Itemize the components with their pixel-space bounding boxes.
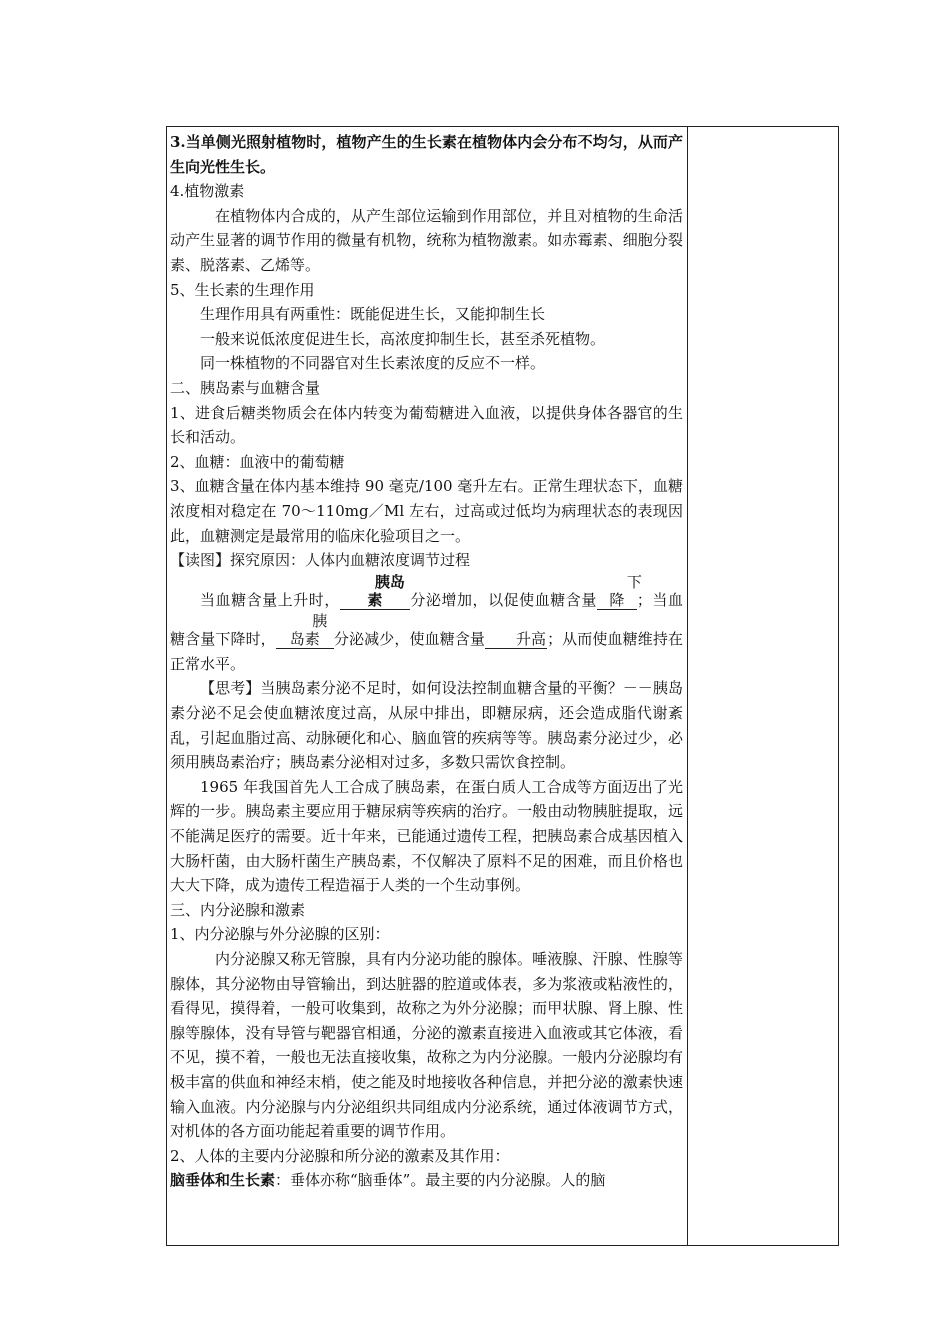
answer-blank-2: 下降 — [597, 573, 637, 610]
reading-text-4: 分泌减少，使血糖含量 — [333, 630, 486, 649]
section-2-heading: 二、胰岛素与血糖含量 — [170, 378, 321, 397]
reading-text-2: 分泌增加，以促使血糖含量 — [409, 590, 597, 609]
point-3-phototropism: 3.当单侧光照射植物时，植物产生的生长素在植物体内会分布不均匀，从而产生向光性生长。 — [170, 133, 683, 176]
auxin-organs: 同一株植物的不同器官对生长素浓度的反应不一样。 — [200, 354, 546, 373]
answer-blank-3: 胰岛素 — [276, 612, 334, 649]
section-3-heading: 三、内分泌腺和激素 — [170, 900, 306, 919]
lesson-text — [167, 127, 687, 1193]
thinking-paragraph: 【思考】当胰岛素分泌不足时，如何设法控制血糖含量的平衡？－－胰岛素分泌不足会使血糖浓度过高，从尿中排出，即糖尿病，还会造成脂代谢紊乱，引起血脂过高、动脉硬化和心、脑血管的疾病等等。胰岛素分泌过少，必须用胰岛素治疗；胰岛素分泌相对过多，多数只需饮食控制。 — [170, 679, 683, 772]
pituitary-term: 脑垂体和生长素 — [170, 1171, 276, 1190]
auxin-concentration: 一般来说低浓度促进生长，高浓度抑制生长，甚至杀死植物。 — [200, 329, 606, 348]
point-4-heading: 4.植物激素 — [170, 182, 245, 201]
reading-heading: 【读图】探究原因：人体内血糖浓度调节过程 — [170, 551, 471, 570]
gland-difference: 内分泌腺又称无管腺，具有内分泌功能的腺体。唾液腺、汗腺、性腺等腺体，其分泌物由导管输出，到达脏器的腔道或体表，多为浆液或粘液性的，看得见，摸得着，一般可收集到，故称之为外分泌腺；而甲状腺、肾上腺、性腺等腺体，没有导管与靶器官相通，分泌的激素直接进入血液或其它体液，看不见，摸不着，一般也无法直接收集，故称之为内分泌腺。一般内分泌腺均有极丰富的供血和神经末梢，使之能及时地接收各种信息，并把分泌的激素快速输入血液。内分泌腺与内分泌组织共同组成内分泌系统，通过体液调节方式，对机体的各方面功能起着重要的调节作用。 — [170, 950, 683, 1141]
answer-blank-4: 升高 — [485, 630, 547, 649]
reading-fill-in — [170, 573, 683, 677]
insulin-point-1: 1、进食后糖类物质会在体内转变为葡萄糖进入血液，以提供身体各器官的生长和活动。 — [170, 403, 683, 447]
main-content-cell — [167, 127, 688, 1246]
answer-blank-1: 胰岛素 — [340, 573, 410, 610]
gland-point-1: 1、内分泌腺与外分泌腺的区别： — [170, 925, 390, 944]
pituitary-text: ：垂体亦称“脑垂体”。最主要的内分泌腺。人的脑 — [275, 1171, 606, 1190]
plant-hormone-definition: 在植物体内合成的，从产生部位运输到作用部位，并且对植物的生命活动产生显著的调节作用的微量有机物，统称为植物激素。如赤霉素、细胞分裂素、脱落素、乙烯等。 — [170, 206, 683, 274]
gland-point-2: 2、人体的主要内分泌腺和所分泌的激素及其作用： — [170, 1146, 510, 1165]
reading-text-3: ；当血糖含量下降时， — [170, 590, 683, 649]
reading-text-1: 当血糖含量上升时， — [200, 590, 340, 609]
insulin-point-2: 2、血糖：血液中的葡萄糖 — [170, 452, 345, 471]
lesson-table — [166, 126, 839, 1246]
point-5-heading: 5、生长素的生理作用 — [170, 280, 315, 299]
insulin-point-3: 3、血糖含量在体内基本维持 90 毫克/100 毫升左右。正常生理状态下，血糖浓度相对稳定在 70～110mg／Ml 左右，过高或过低均为病理状态的表现因此，血糖测定是最常用的临床化验项目之一。 — [170, 477, 683, 545]
pituitary-line — [170, 1168, 683, 1193]
reading-text-5: ；从而使血糖维持在正常水平。 — [170, 630, 683, 673]
notes-cell — [688, 127, 839, 1246]
auxin-duality: 生理作用具有两重性：既能促进生长，又能抑制生长 — [200, 305, 546, 324]
insulin-history: 1965 年我国首先人工合成了胰岛素，在蛋白质人工合成等方面迈出了光辉的一步。胰岛素主要应用于糖尿病等疾病的治疗。一般由动物胰脏提取，远不能满足医疗的需要。近十年来，已能通过遗传工程，把胰岛素合成基因植入大肠杆菌，由大肠杆菌生产胰岛素，不仅解决了原料不足的困难，而且价格也大大下降，成为遗传工程造福于人类的一个生动事例。 — [170, 777, 683, 895]
